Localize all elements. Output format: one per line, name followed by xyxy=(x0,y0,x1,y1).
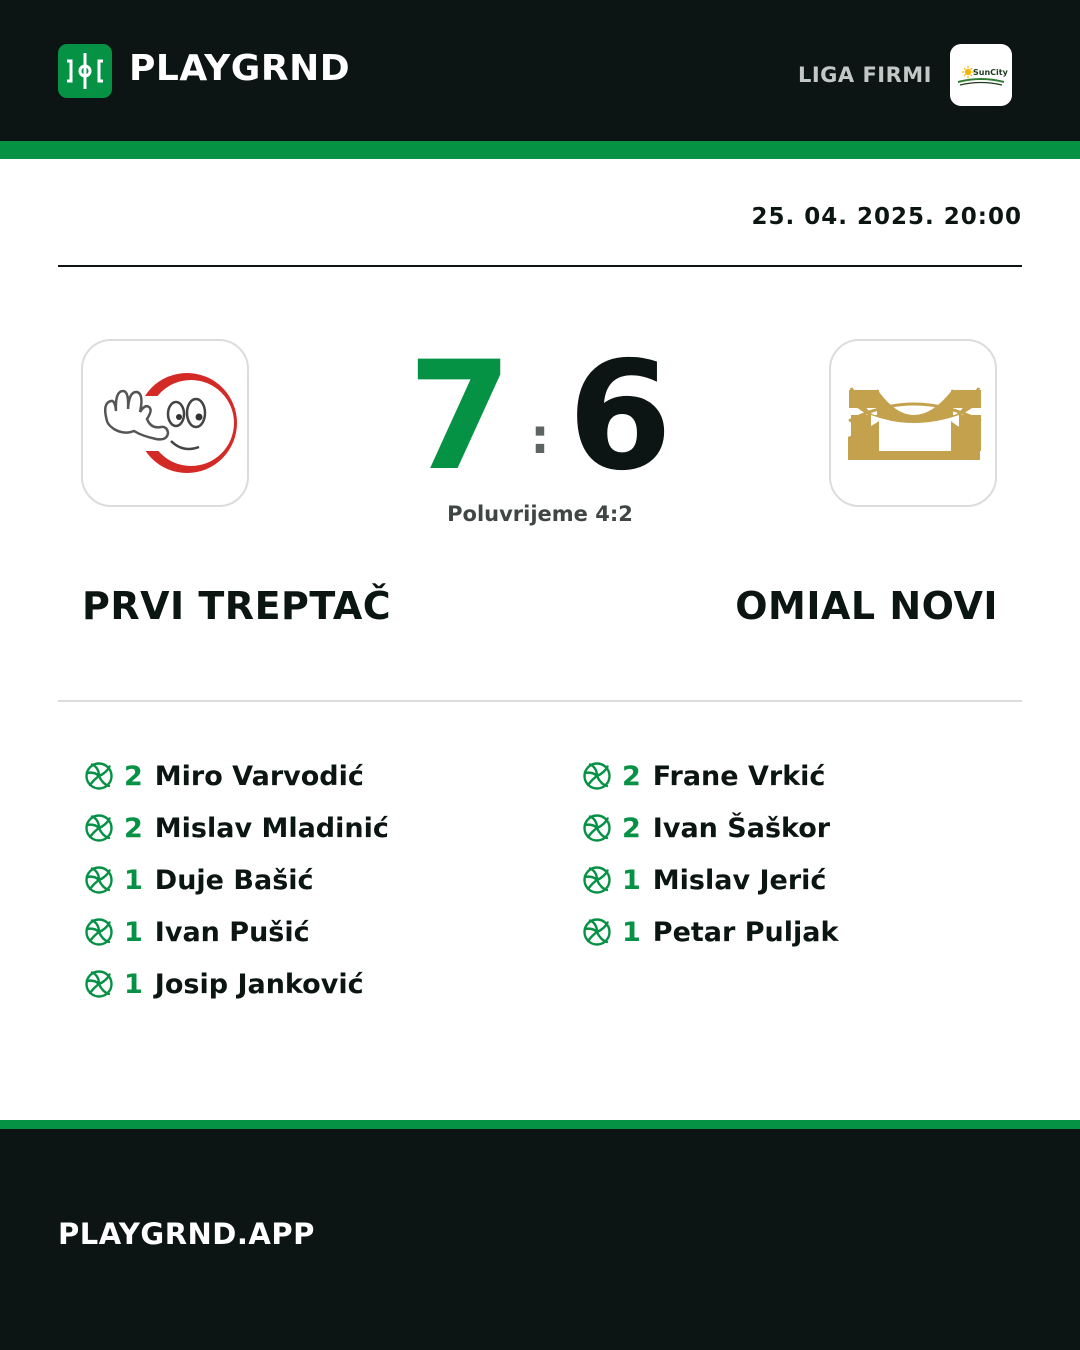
halftime-score: Poluvrijeme 4:2 xyxy=(447,502,633,526)
scorers-divider xyxy=(58,700,1022,702)
away-team-crest[interactable] xyxy=(829,339,997,507)
league-sponsor-logo xyxy=(950,44,1012,106)
goal-count: 1 xyxy=(124,916,143,948)
list-item xyxy=(84,854,544,906)
goal-count: 2 xyxy=(622,812,641,844)
list-item xyxy=(84,802,544,854)
volleyball-icon xyxy=(582,813,612,843)
volleyball-icon xyxy=(582,761,612,791)
goal-count: 1 xyxy=(622,916,641,948)
footer-url-link[interactable]: PLAYGRND.APP xyxy=(58,1217,315,1251)
list-item xyxy=(84,750,544,802)
list-item xyxy=(84,906,544,958)
scorer-name: Mislav Mladinić xyxy=(154,812,389,844)
scorer-name: Miro Varvodić xyxy=(154,760,364,792)
home-scorers-list xyxy=(84,750,544,1010)
scorer-name: Petar Puljak xyxy=(652,916,839,948)
volleyball-icon xyxy=(84,813,114,843)
goal-count: 2 xyxy=(124,760,143,792)
list-item xyxy=(582,854,1042,906)
footer-accent-stripe xyxy=(0,1120,1080,1129)
scorer-name: Duje Bašić xyxy=(154,864,314,896)
header-accent-stripe xyxy=(0,141,1080,159)
scorer-name: Ivan Pušić xyxy=(154,916,310,948)
volleyball-icon xyxy=(582,917,612,947)
away-team-name[interactable]: OMIAL NOVI xyxy=(735,584,998,628)
goal-count: 1 xyxy=(124,968,143,1000)
match-datetime: 25. 04. 2025. 20:00 xyxy=(751,204,1022,230)
scorer-name: Ivan Šaškor xyxy=(652,812,831,844)
list-item xyxy=(582,802,1042,854)
home-team-name[interactable]: PRVI TREPTAČ xyxy=(82,584,392,628)
list-item xyxy=(582,906,1042,958)
goal-count: 2 xyxy=(124,812,143,844)
volleyball-icon xyxy=(84,761,114,791)
list-item xyxy=(84,958,544,1010)
away-score: 6 xyxy=(567,330,673,504)
goal-count: 1 xyxy=(124,864,143,896)
scorer-name: Mislav Jerić xyxy=(652,864,827,896)
goal-count: 1 xyxy=(622,864,641,896)
volleyball-icon xyxy=(84,917,114,947)
score-separator: : xyxy=(530,409,550,465)
pitch-icon[interactable] xyxy=(58,44,112,98)
volleyball-icon xyxy=(84,865,114,895)
header-divider xyxy=(58,265,1022,267)
home-score: 7 xyxy=(407,330,513,504)
scorer-name: Frane Vrkić xyxy=(652,760,826,792)
brand-name[interactable]: PLAYGRND xyxy=(129,48,351,89)
goal-count: 2 xyxy=(622,760,641,792)
scorer-name: Josip Janković xyxy=(154,968,364,1000)
volleyball-icon xyxy=(582,865,612,895)
away-scorers-list xyxy=(582,750,1042,958)
volleyball-icon xyxy=(84,969,114,999)
home-team-crest[interactable] xyxy=(81,339,249,507)
sponsor-logo-text: SunCity xyxy=(973,68,1008,77)
league-name: LIGA FIRMI xyxy=(797,63,932,87)
list-item xyxy=(582,750,1042,802)
